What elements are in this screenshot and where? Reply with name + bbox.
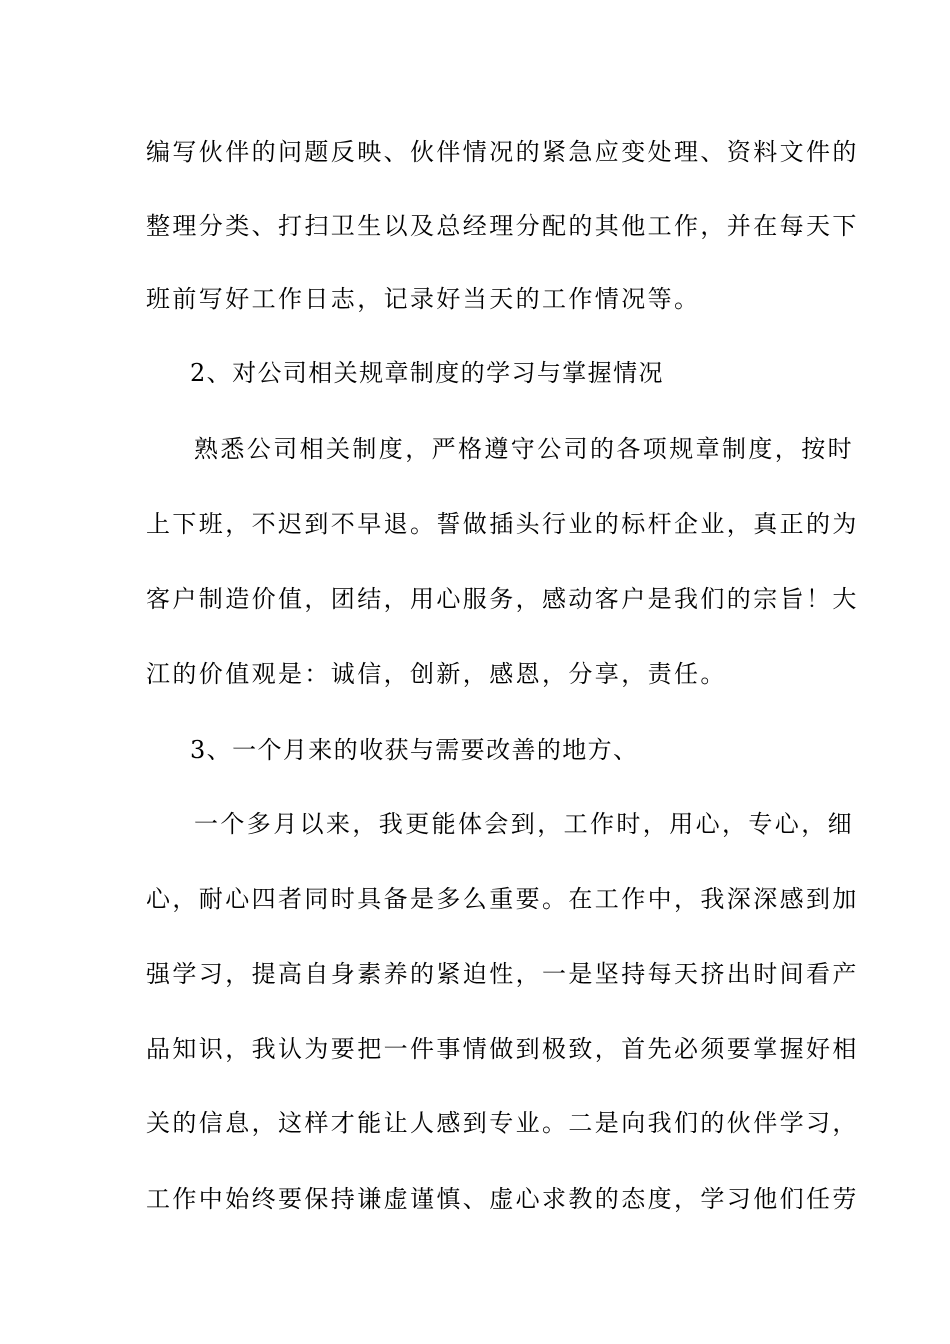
paragraph-line: 编写伙伴的问题反映、伙伴情况的紧急应变处理、资料文件的 bbox=[146, 138, 859, 166]
section-heading: 2、对公司相关规章制度的学习与掌握情况 bbox=[190, 359, 664, 387]
paragraph-line: 江的价值观是：诚信，创新，感恩，分享，责任。 bbox=[146, 660, 727, 688]
paragraph-line: 整理分类、打扫卫生以及总经理分配的其他工作，并在每天下 bbox=[146, 212, 859, 240]
paragraph-line: 关的信息，这样才能让人感到专业。二是向我们的伙伴学习， bbox=[146, 1109, 859, 1137]
paragraph-line: 工作中始终要保持谦虚谨慎、虚心求教的态度，学习他们任劳 bbox=[146, 1185, 859, 1213]
paragraph-line: 心，耐心四者同时具备是多么重要。在工作中，我深深感到加 bbox=[146, 885, 859, 913]
paragraph-line: 一个多月以来，我更能体会到，工作时，用心，专心，细 bbox=[194, 810, 854, 838]
paragraph-line: 班前写好工作日志，记录好当天的工作情况等。 bbox=[146, 285, 701, 313]
paragraph-line: 强学习，提高自身素养的紧迫性，一是坚持每天挤出时间看产 bbox=[146, 960, 859, 988]
paragraph-line: 上下班，不迟到不早退。誓做插头行业的标杆企业，真正的为 bbox=[146, 510, 859, 538]
paragraph-line: 客户制造价值，团结，用心服务，感动客户是我们的宗旨！大 bbox=[146, 585, 859, 613]
paragraph-line: 熟悉公司相关制度，严格遵守公司的各项规章制度，按时 bbox=[194, 435, 854, 463]
section-heading: 3、一个月来的收获与需要改善的地方、 bbox=[190, 736, 639, 764]
paragraph-line: 品知识，我认为要把一件事情做到极致，首先必须要掌握好相 bbox=[146, 1035, 859, 1063]
